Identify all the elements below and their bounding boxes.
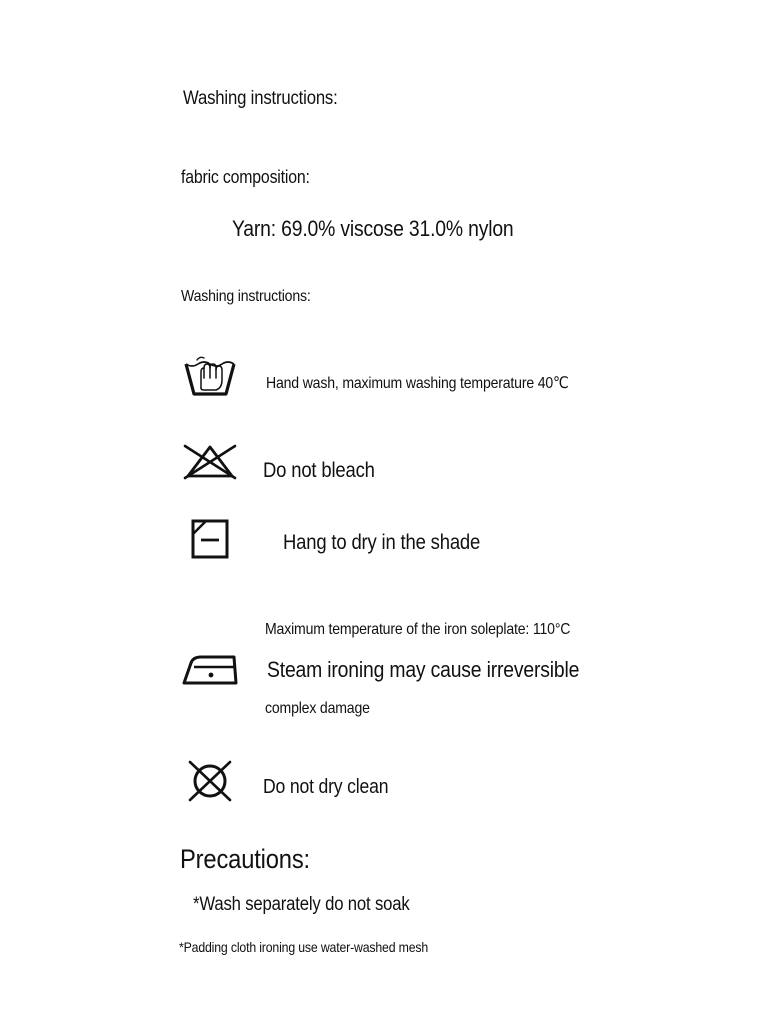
do-not-bleach-icon [183,442,237,480]
iron-steam-warning-text: Steam ironing may cause irreversible [267,657,580,682]
do-not-bleach-text: Do not bleach [263,459,375,482]
iron-max-temperature-text: Maximum temperature of the iron soleplate: 110°C [265,621,571,638]
dry-in-shade-icon [190,518,230,560]
precautions-heading: Precautions: [180,844,310,874]
hand-wash-icon [182,354,238,398]
precaution-item: *Padding cloth ironing use water-washed mesh [179,939,429,955]
dry-in-shade-text: Hang to dry in the shade [283,531,481,554]
iron-damage-text: complex damage [265,700,370,717]
precaution-item: *Wash separately do not soak [193,894,410,915]
iron-icon [181,649,239,687]
do-not-dry-clean-icon [186,759,234,803]
washing-instructions-label: Washing instructions: [181,288,311,305]
hand-wash-text: Hand wash, maximum washing temperature 40℃ [266,375,569,392]
fabric-composition-value: Yarn: 69.0% viscose 31.0% nylon [232,216,514,241]
do-not-dry-clean-text: Do not dry clean [263,776,389,798]
page-title: Washing instructions: [183,88,338,109]
fabric-composition-label: fabric composition: [181,167,310,187]
